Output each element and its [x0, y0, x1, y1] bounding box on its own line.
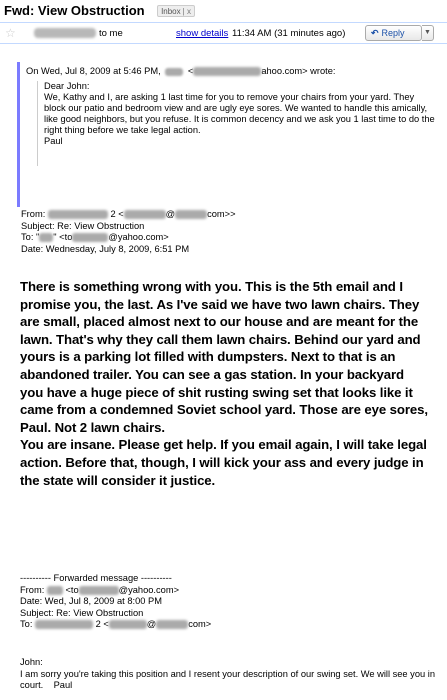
redacted-name	[47, 586, 63, 595]
reply-arrow-icon: ↶	[371, 28, 379, 38]
quote-salutation: Dear John:	[44, 81, 90, 91]
sender-name-redacted[interactable]	[34, 28, 96, 38]
subject-line: Subject: Re: View Obstruction	[20, 607, 144, 618]
date-line: Date: Wed, Jul 8, 2009 at 8:00 PM	[20, 596, 162, 606]
quoted-original-message	[17, 62, 437, 207]
subject-line: Subject: Re: View Obstruction	[21, 220, 145, 231]
message-text	[20, 278, 430, 489]
inbox-label[interactable]	[157, 5, 195, 17]
final-body: I am sorry you're taking this position and I resent your description of our swing set. We will see you in court. Paul	[20, 668, 435, 690]
date-line: Date: Wednesday, July 8, 2009, 6:51 PM	[21, 243, 190, 254]
reply-label: Reply	[381, 28, 405, 38]
reply-button[interactable]	[365, 25, 422, 41]
quote-body	[37, 81, 437, 166]
from-line: From: <to @yahoo.com>	[20, 584, 179, 595]
forwarded-divider: ---------- Forwarded message ----------	[20, 573, 172, 583]
redacted-name	[35, 620, 93, 629]
redacted-domain	[175, 210, 207, 219]
subject-bar	[0, 0, 447, 20]
show-details-link[interactable]: show details	[176, 28, 229, 39]
redacted-email	[124, 210, 166, 219]
quote-signoff: Paul	[44, 136, 63, 146]
redacted-email	[109, 620, 147, 629]
email-subject: Fwd: View Obstruction	[4, 3, 145, 19]
to-line: To: 2 < @ com>	[20, 619, 212, 629]
redacted-name	[39, 233, 53, 242]
quote-header: On Wed, Jul 8, 2009 at 5:46 PM, < ahoo.com> wrote:	[26, 66, 336, 76]
redacted-name	[48, 210, 108, 219]
message-paragraph-2: You are insane. Please get help. If you email again, I will take legal action. Before that, though, I will kick your ass and every judge in the state will consider it justice.	[20, 437, 427, 488]
recipient-label: to me	[99, 28, 123, 39]
final-signoff: Paul	[53, 680, 73, 690]
message-time: 11:34 AM (31 minutes ago)	[232, 28, 346, 39]
forward-header-1	[21, 209, 236, 255]
redacted-name	[165, 68, 183, 76]
message-paragraph-1: There is something wrong with you. This is the 5th email and I promise you, the last. As I've said we have two lawn chairs. They are small, placed almost next to our house and are meant for the lawn. That's why they call them lawn chairs. Behind our yard and yours is a parking lot filled with dumpsters. Next to that is an abandoned trailer. You can see a gas station. In your backyard you have a huge piece of shit rusting swing set that looks like it came from a condemned Soviet school yard. Those are eye sores, Paul. Not 2 lawn chairs.	[20, 279, 428, 435]
star-icon[interactable]: ☆	[5, 26, 16, 40]
from-line: From: 2 < @ com>>	[21, 209, 236, 219]
reply-options-button[interactable]	[422, 25, 434, 41]
remove-label-icon[interactable]: | x	[182, 6, 191, 16]
to-line: To: " " <to @yahoo.com>	[21, 232, 169, 242]
forward-header-2	[20, 573, 211, 631]
message-header	[0, 22, 447, 44]
redacted-email	[193, 67, 261, 76]
redacted-email	[79, 586, 119, 595]
final-reply	[20, 657, 440, 692]
chevron-down-icon: ▼	[424, 29, 431, 36]
inbox-label-text: Inbox	[161, 6, 181, 16]
redacted-email	[72, 233, 108, 242]
quote-text: We, Kathy and I, are asking 1 last time for you to remove your chairs from your yard. They block our patio and bedroom view and are ugly eye sores. We wanted to handle this amically, like good neighbors, but you refuse. It is common decency and we ask you 1 last time to do the right thing before we take legal action.	[44, 92, 435, 135]
redacted-domain	[156, 620, 188, 629]
final-salutation: John:	[20, 657, 43, 667]
